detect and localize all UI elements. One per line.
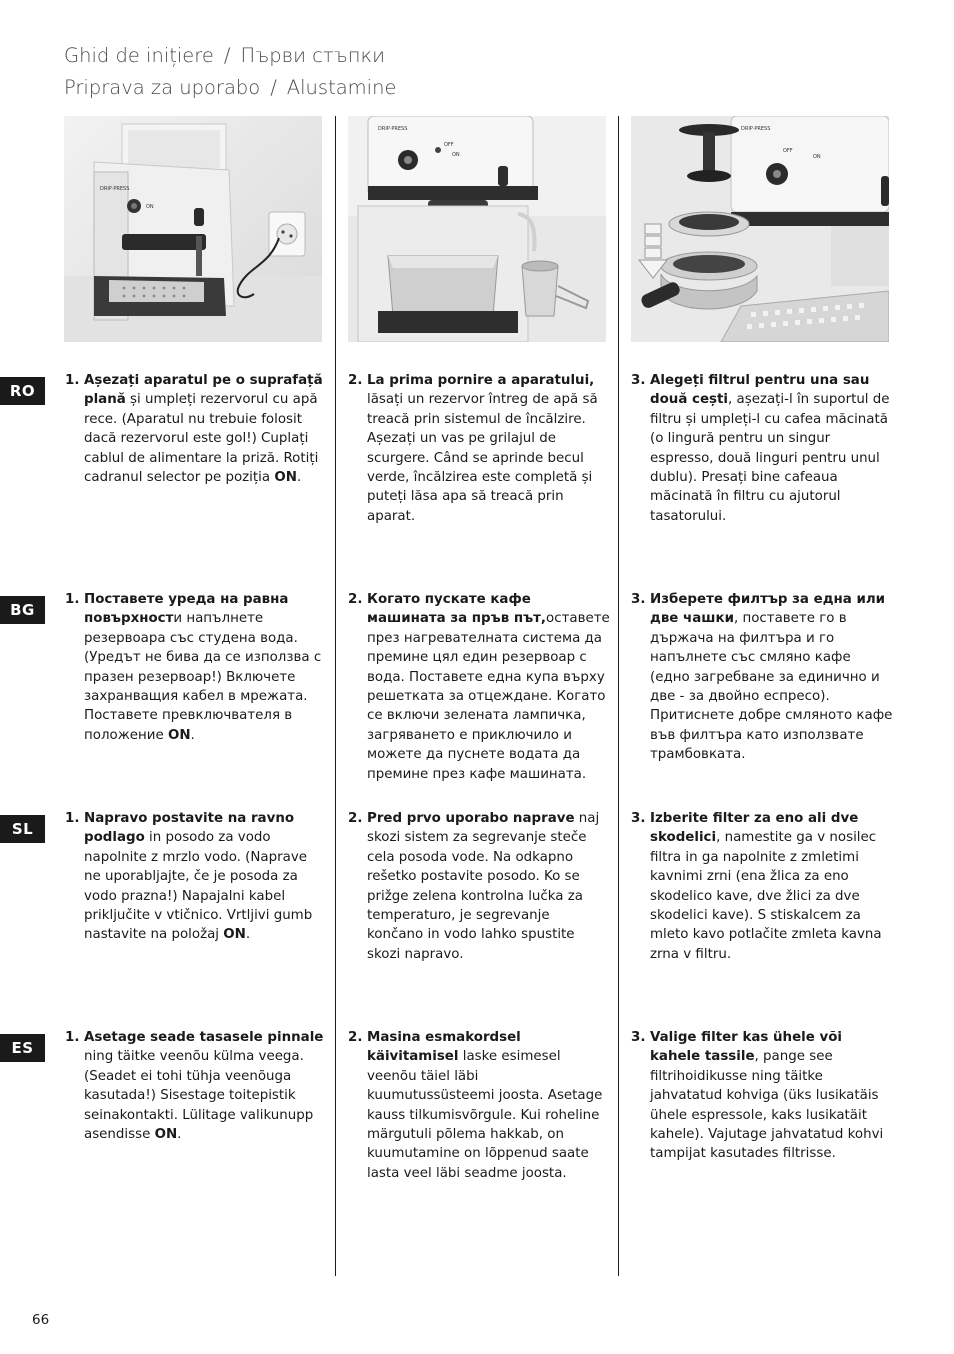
illustration-1 [64,116,322,342]
step-bg-2 [348,590,610,784]
title-separator: / [270,76,277,99]
step-number: 3. [631,1030,646,1045]
step-heading: La prima pornire a aparatului, [367,373,595,388]
step-heading: Поставете уреда на равна повърхност [84,592,289,627]
svg-text:DRIP·PRESS: DRIP·PRESS [378,126,408,132]
step-sl-3 [631,809,893,964]
step-heading: Valige filter kas ühele või kahele tassile [650,1030,843,1065]
svg-text:ON: ON [146,204,154,210]
title-ro: Ghid de inițiere [64,44,214,67]
step-heading: Masina esmakordsel käivitamisel [367,1030,521,1065]
step-text: ning täitke veenõu külma veega. (Seadet ei tohi tühja veenõuga kasutada!) Sisestage toitepistik seinakontakti. Lülitage valikunupp asendisse [84,1049,314,1143]
step-number: 3. [631,592,646,607]
filter-tamper-icon [631,116,889,342]
step-number: 1. [65,373,80,388]
step-keyword: ON [167,727,191,743]
step-heading: Izberite filter za eno ali dve skodelici [650,811,859,846]
step-text: in posodo za vodo napolnite z mrzlo vodo. (Naprave ne uporabljajte, če je posoda za vodo prazna!) Napajalni kabel priključite v vtičnico. Vrtljivi gumb nastavite na položaj [84,830,313,943]
svg-text:ON: ON [813,154,821,160]
step-heading: Изберете филтър за една или две чашки [650,592,886,627]
step-text: laske esimesel veenõu täiel läbi kuumutussüsteemi joosta. Asetage kauss tilkumisvõrgule. Kui roheline märgutuli põlema hakkab, on kuumutamine on lõppenud saate lasta veel läbi seadme joosta. [367,1049,603,1181]
step-heading: Pred prvo uporabo naprave [367,811,575,826]
title-sl: Priprava za uporabo [64,76,261,99]
step-tail: . [245,927,251,943]
title-separator: / [223,44,231,67]
step-number: 1. [65,592,80,607]
step-number: 2. [348,1030,363,1045]
step-bg-1 [65,590,327,745]
svg-text:OFF: OFF [783,148,793,154]
svg-text:DRIP·PRESS: DRIP·PRESS [741,126,771,132]
step-ro-2 [348,371,610,526]
step-tail: . [296,470,302,486]
step-ro-3 [631,371,893,526]
step-tail: . [190,727,195,743]
step-number: 3. [631,373,646,388]
column-divider [335,116,336,1276]
step-text: naj skozi sistem za segrevanje steče cela posoda vode. Na odkapno rešetko postavite posodo. Ko se prižge zelena kontrolna lučka za temperaturo, je segrevanje končano in vodo lahko spustite skozi napravo. [367,811,600,962]
step-text: оставете през нагревателната система да премине цял един резервоар с вода. Поставете една купа върху решетката за отцеждане. Когато се включи зелената лампичка, загряването е приключило и можете да пуснете водата да премине през кафе машината. [367,611,610,782]
espresso-machine-first-run-icon [348,116,606,342]
step-keyword: ON [274,470,297,486]
column-divider [618,116,619,1276]
step-heading: Napravo postavite na ravno podlago [84,811,295,846]
step-sl-2 [348,809,610,964]
svg-text:ON: ON [452,152,460,158]
step-number: 2. [348,373,363,388]
step-sl-1 [65,809,327,945]
page-header [64,40,396,104]
illustration-3 [631,116,889,342]
step-text: , pange see filtrihoidikusse ning täitke jahvatatud kohviga (üks lusikatäis ühele espressole, kaks lusikatäit kahele). Vajutage jahvatatud kohvi tampijat kasutades filtrisse. [650,1049,884,1162]
step-number: 2. [348,592,363,607]
espresso-machine-filling-icon [64,116,322,342]
step-heading: Asetage seade tasasele pinnale [84,1030,324,1045]
svg-text:OFF: OFF [444,142,454,148]
step-keyword: ON [223,927,246,943]
step-heading: Когато пускате кафе машината за пръв път, [367,592,547,627]
step-keyword: ON [154,1127,178,1143]
step-es-2 [348,1028,610,1183]
language-tab-sl: SL [0,815,45,843]
step-tail: . [177,1127,182,1143]
step-text: , namestite ga v nosilec filtra in ga napolnite z zmletimi kavnimi zrni (ena žlica za eno skodelico kave, dve žlici za dve skodelici kave). S stiskalcem za mleto kavo potlačite zmleta kavna zrna v filtru. [650,830,882,962]
illustration-2 [348,116,606,342]
step-text: lăsați un rezervor întreg de apă să treacă prin sistemul de încălzire. Așezați un vas pe grilajul de scurgere. Când se aprinde becul verde, încălzirea este completă și puteți lăsa apa să treacă prin aparat. [367,392,598,524]
language-tab-ro: RO [0,377,45,405]
step-heading: Alegeți filtrul pentru una sau două cești [650,373,870,408]
title-bg: Първи стъпки [240,44,385,67]
title-et: Alustamine [286,76,397,99]
step-es-1 [65,1028,327,1144]
step-number: 3. [631,811,646,826]
step-number: 1. [65,811,80,826]
svg-text:DRIP·PRESS: DRIP·PRESS [100,186,130,192]
language-tab-bg: BG [0,596,45,624]
page-number: 66 [32,1312,50,1328]
header-line-2 [64,72,396,104]
step-text: , поставете го в държача на филтъра и го напълнете със смляно кафе (едно загребване за единично и две - за двойно еспресо). Притиснете добре смляното кафе във филтъра като използвате трамбовката. [650,611,893,763]
step-bg-3 [631,590,893,765]
step-number: 1. [65,1030,80,1045]
step-number: 2. [348,811,363,826]
step-text: , așezați-l în suportul de filtru și umpleți-l cu cafea măcinată (o lingură pentru un singur espresso, două linguri pentru unul dublu). Presați bine cafeaua măcinată în filtru cu ajutorul tasatorului. [650,392,890,524]
step-text: и напълнете резервоара със студена вода. (Уредът не бива да се използва с празен резервоар!) Включете захранващия кабел в мрежата. Поставете превключвателя в положение [84,611,322,743]
step-heading: Așezați aparatul pe o suprafață plană [84,373,323,408]
step-text: și umpleți rezervorul cu apă rece. (Aparatul nu trebuie folosit dacă rezervorul este gol!) Cuplați cablul de alimentare la priză. Rotiți cadranul selector pe poziția [84,392,319,486]
step-es-3 [631,1028,893,1164]
header-line-1 [64,40,396,72]
step-ro-1 [65,371,327,487]
language-tab-es: ES [0,1034,45,1062]
